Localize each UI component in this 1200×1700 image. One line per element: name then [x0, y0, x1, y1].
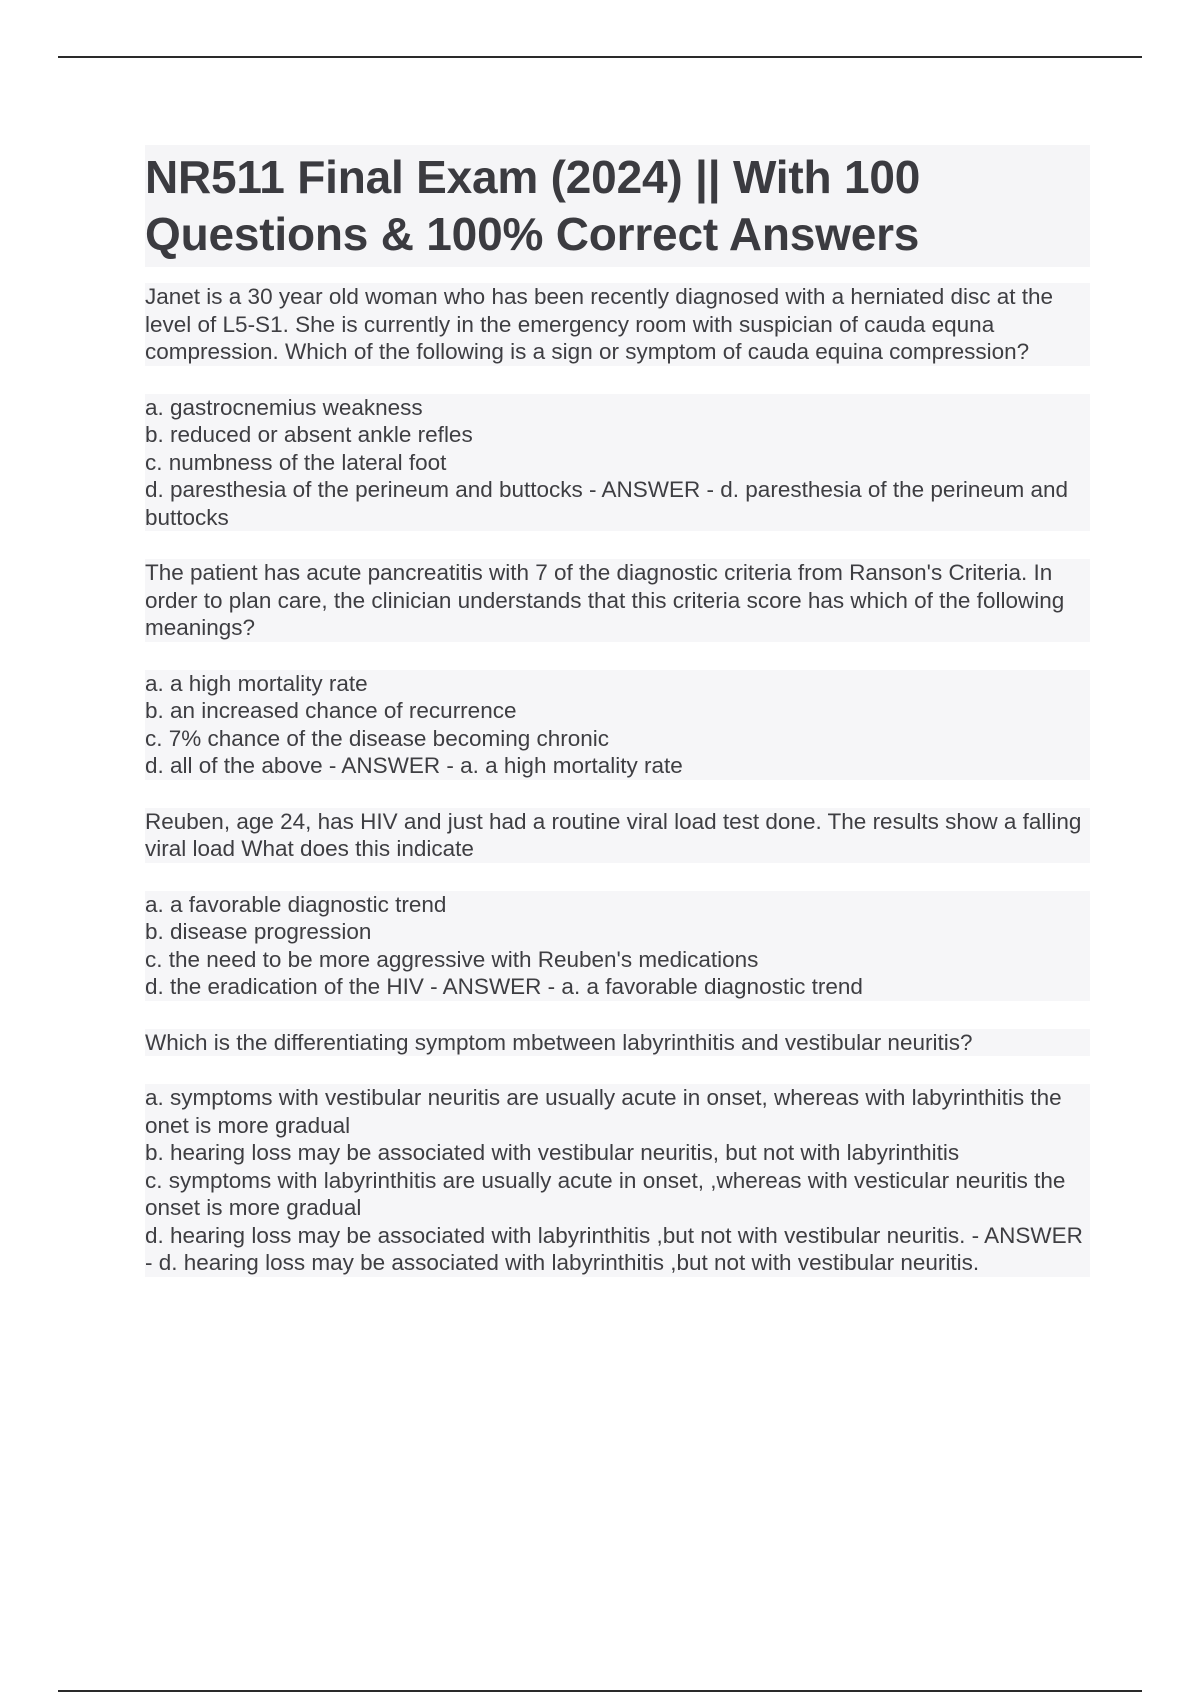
top-rule	[58, 56, 1142, 58]
document-title: NR511 Final Exam (2024) || With 100 Questions & 100% Correct Answers	[145, 151, 921, 260]
option-d-answer: d. paresthesia of the perineum and buttocks - ANSWER - d. paresthesia of the perineum and buttocks	[145, 476, 1090, 531]
option-a: a. symptoms with vestibular neuritis are usually acute in onset, whereas with labyrinthitis the onet is more gradual	[145, 1084, 1090, 1139]
question-1	[145, 283, 1090, 531]
option-d-answer: d. the eradication of the HIV - ANSWER - a. a favorable diagnostic trend	[145, 973, 1090, 1001]
question-text: Janet is a 30 year old woman who has been recently diagnosed with a herniated disc at the level of L5-S1. She is currently in the emergency room with suspician of cauda equna compression. Which of the following is a sign or symptom of cauda equina compression?	[145, 283, 1090, 366]
option-a: a. a favorable diagnostic trend	[145, 891, 1090, 919]
question-text: Reuben, age 24, has HIV and just had a routine viral load test done. The results show a falling viral load What does this indicate	[145, 808, 1090, 863]
option-c: c. the need to be more aggressive with Reuben's medications	[145, 946, 1090, 974]
question-list	[145, 283, 1090, 1305]
option-d-answer: d. all of the above - ANSWER - a. a high mortality rate	[145, 752, 1090, 780]
option-a: a. a high mortality rate	[145, 670, 1090, 698]
option-c: c. numbness of the lateral foot	[145, 449, 1090, 477]
question-3	[145, 808, 1090, 1001]
question-2	[145, 559, 1090, 780]
option-b: b. an increased chance of recurrence	[145, 697, 1090, 725]
question-4	[145, 1029, 1090, 1277]
option-a: a. gastrocnemius weakness	[145, 394, 1090, 422]
option-c: c. symptoms with labyrinthitis are usually acute in onset, ,whereas with vesticular neuritis the onset is more gradual	[145, 1167, 1090, 1222]
option-b: b. disease progression	[145, 918, 1090, 946]
title-block	[145, 145, 1090, 267]
option-b: b. reduced or absent ankle refles	[145, 421, 1090, 449]
option-b: b. hearing loss may be associated with vestibular neuritis, but not with labyrinthitis	[145, 1139, 1090, 1167]
option-d-answer: d. hearing loss may be associated with labyrinthitis ,but not with vestibular neuritis. - ANSWER - d. hearing loss may be associated with labyrinthitis ,but not with vestibular neuritis.	[145, 1222, 1090, 1277]
question-text: Which is the differentiating symptom mbetween labyrinthitis and vestibular neuritis?	[145, 1029, 1090, 1057]
bottom-rule	[58, 1690, 1142, 1692]
option-c: c. 7% chance of the disease becoming chronic	[145, 725, 1090, 753]
question-text: The patient has acute pancreatitis with 7 of the diagnostic criteria from Ranson's Criteria. In order to plan care, the clinician understands that this criteria score has which of the following meanings?	[145, 559, 1090, 642]
